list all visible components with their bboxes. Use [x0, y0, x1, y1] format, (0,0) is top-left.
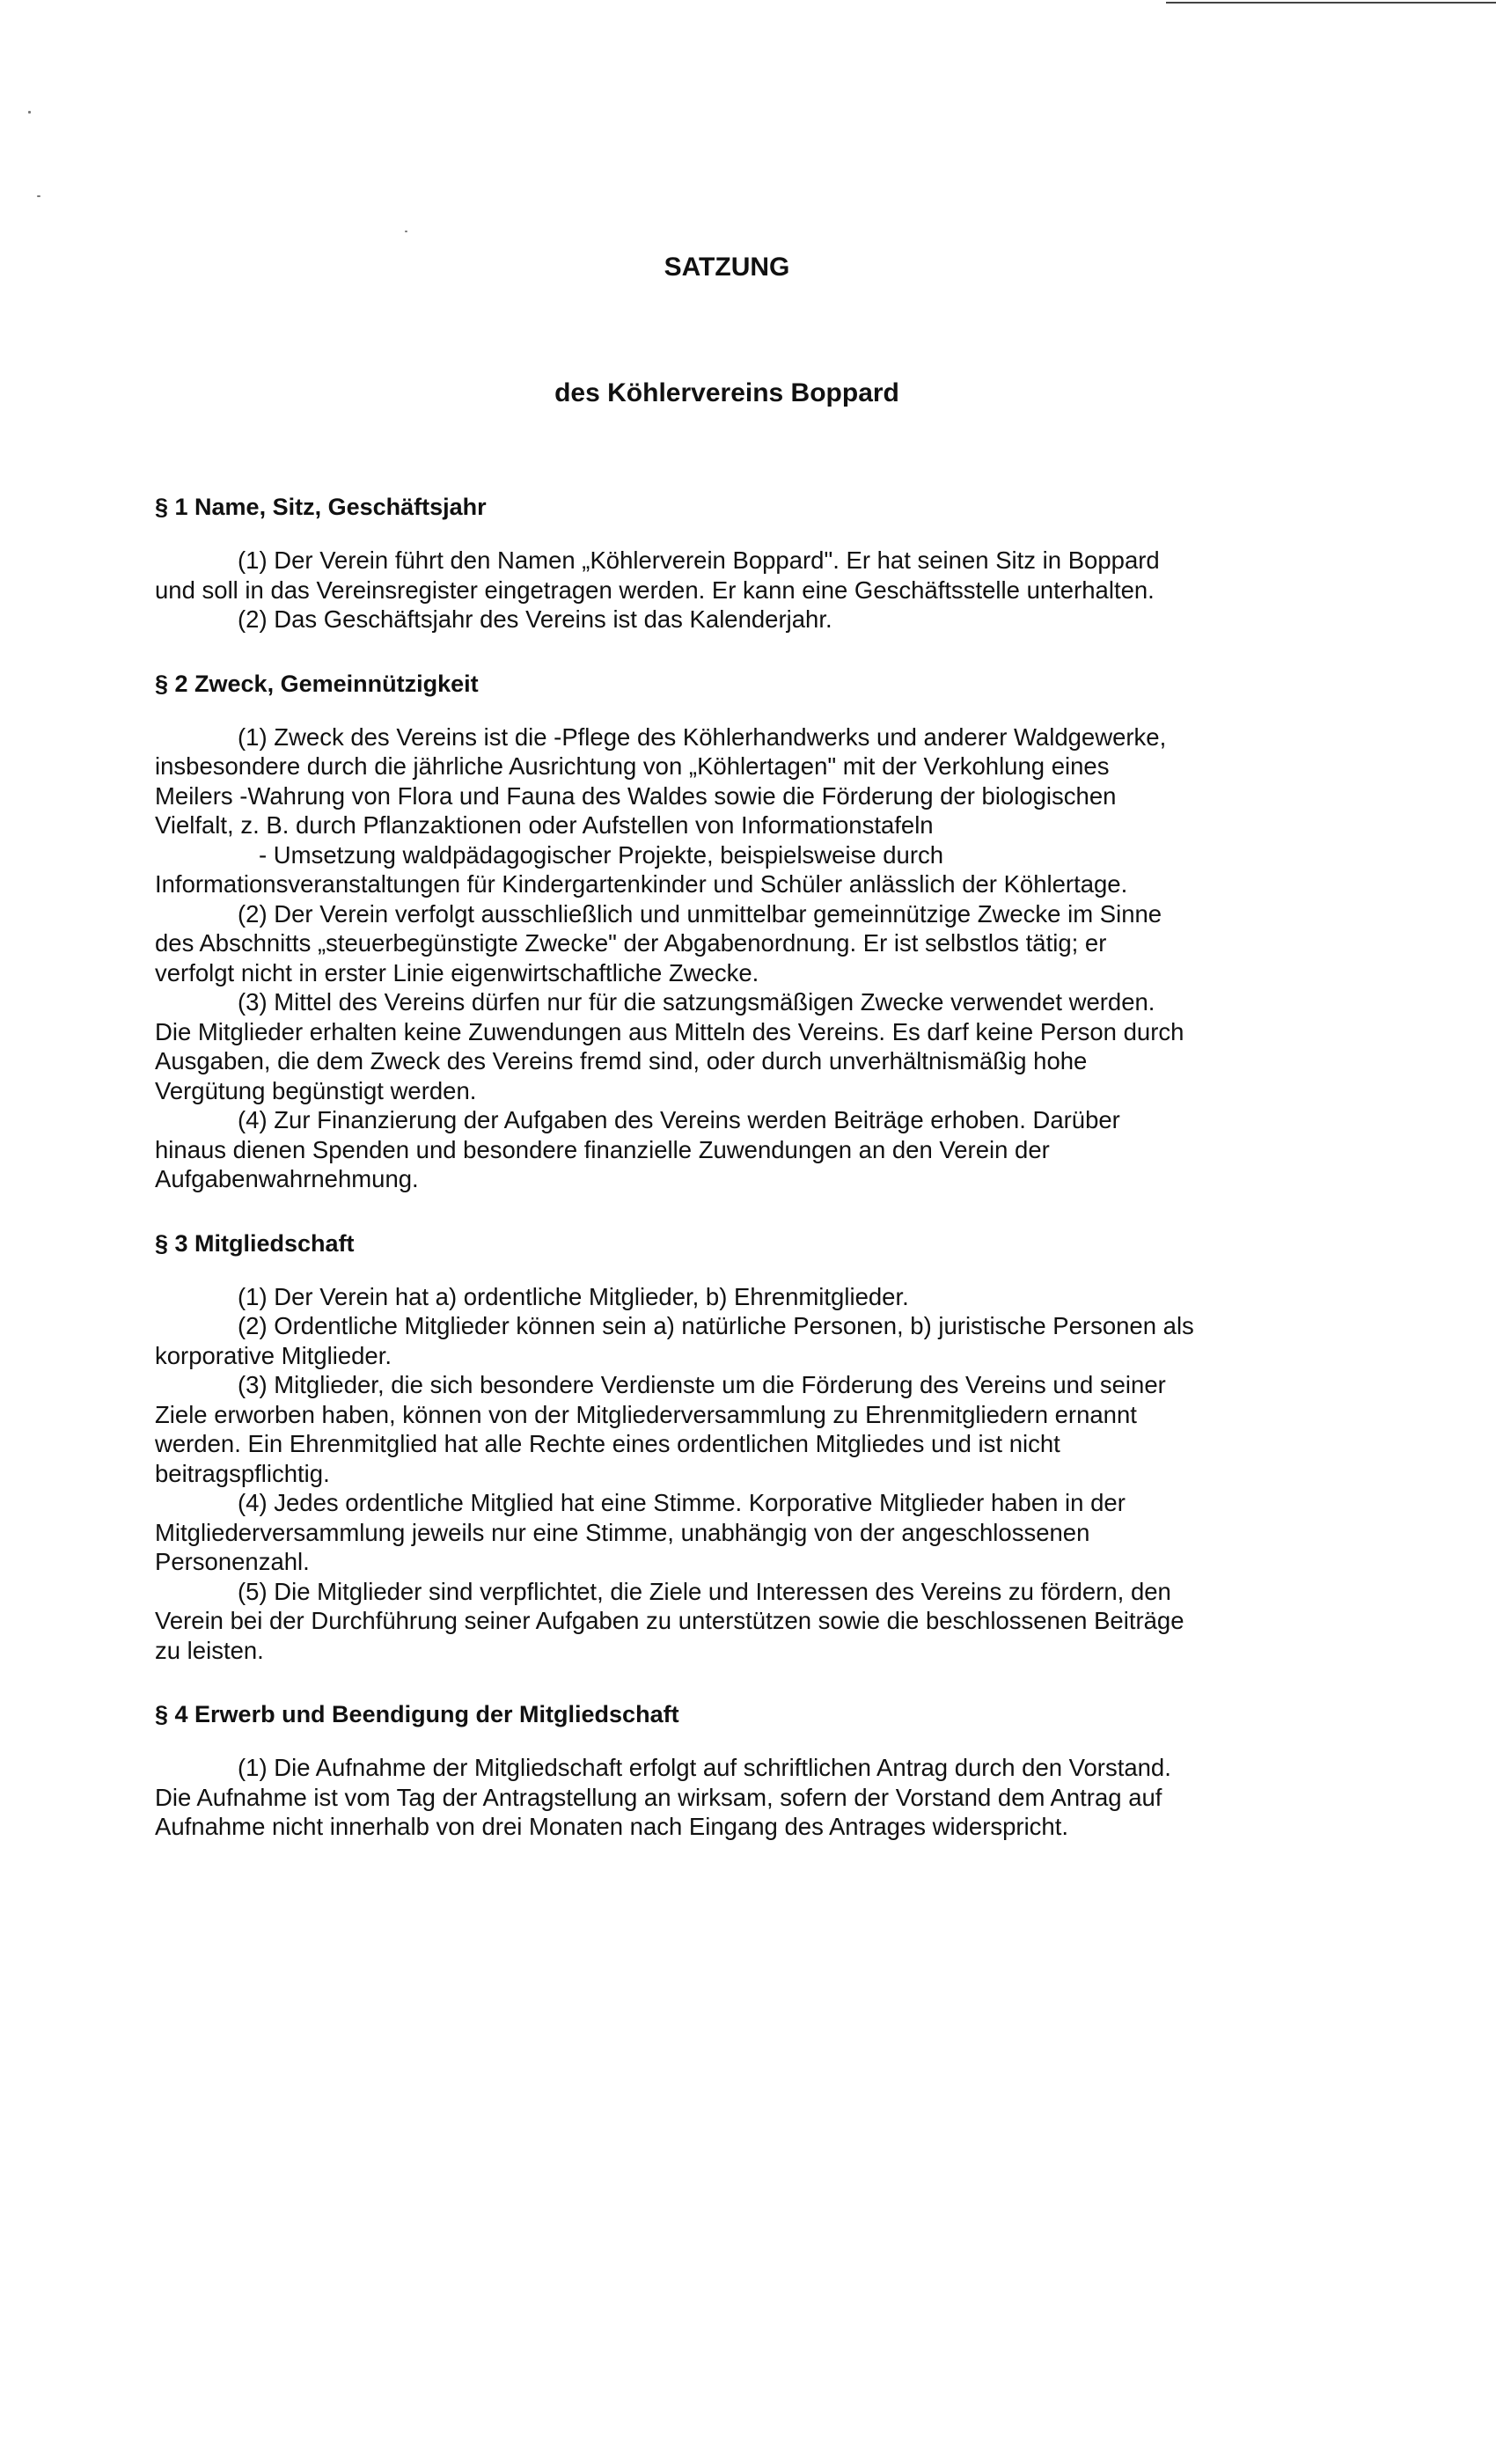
text-line: insbesondere durch die jährliche Ausrichtung von „Köhlertagen" mit der Verkohlung eines: [155, 752, 1110, 780]
text-line: (4) Jedes ordentliche Mitglied hat eine Stimme. Korporative Mitglieder haben in der: [238, 1489, 1126, 1516]
text-line: - Umsetzung waldpädagogischer Projekte, beispielsweise durch: [259, 840, 944, 869]
section-heading: § 3 Mitgliedschaft: [155, 1229, 355, 1257]
text-line: Die Mitglieder erhalten keine Zuwendungen aus Mitteln des Vereins. Es darf keine Person durch: [155, 1017, 1184, 1045]
document-body: [155, 493, 1299, 1842]
text-line: und soll in das Vereinsregister eingetragen werden. Er kann eine Geschäftsstelle unterhalten.: [155, 576, 1155, 604]
text-line: (1) Die Aufnahme der Mitgliedschaft erfolgt auf schriftlichen Antrag durch den Vorstand.: [238, 1754, 1171, 1781]
section-1: [155, 493, 1299, 634]
document-title: SATZUNG: [664, 253, 790, 282]
scan-edge-line: [1166, 2, 1496, 4]
text-line: zu leisten.: [155, 1636, 264, 1664]
scan-speck: [405, 231, 407, 232]
text-line: (2) Der Verein verfolgt ausschließlich und unmittelbar gemeinnützige Zwecke im Sinne: [238, 899, 1162, 928]
text-line: (1) Zweck des Vereins ist die -Pflege des Köhlerhandwerks und anderer Waldgewerke,: [238, 722, 1167, 751]
text-line: (3) Mittel des Vereins dürfen nur für die satzungsmäßigen Zwecke verwendet werden.: [238, 988, 1155, 1016]
text-line: hinaus dienen Spenden und besondere finanzielle Zuwendungen an den Verein der: [155, 1135, 1050, 1163]
text-line: des Abschnitts „steuerbegünstigte Zwecke" der Abgabenordnung. Er ist selbstlos tätig; er: [155, 929, 1107, 957]
paragraph: [155, 1753, 1299, 1842]
text-line: werden. Ein Ehrenmitglied hat alle Rechte eines ordentlichen Mitgliedes und ist nicht: [155, 1430, 1060, 1457]
section-2: [155, 670, 1299, 1194]
text-line: (1) Der Verein führt den Namen „Köhlerverein Boppard". Er hat seinen Sitz in Boppard: [238, 546, 1160, 574]
text-line: (4) Zur Finanzierung der Aufgaben des Vereins werden Beiträge erhoben. Darüber: [238, 1106, 1120, 1133]
text-line: (5) Die Mitglieder sind verpflichtet, die Ziele und Interessen des Vereins zu fördern, den: [238, 1577, 1171, 1605]
text-line: Informationsveranstaltungen für Kindergartenkinder und Schüler anlässlich der Köhlertage.: [155, 870, 1128, 898]
text-line: Meilers -Wahrung von Flora und Fauna des Waldes sowie die Förderung der biologischen: [155, 781, 1117, 810]
text-line: Personenzahl.: [155, 1548, 310, 1575]
paragraph: [155, 546, 1299, 634]
text-line: Aufnahme nicht innerhalb von drei Monaten nach Eingang des Antrages widerspricht.: [155, 1813, 1069, 1840]
text-line: (2) Das Geschäftsjahr des Vereins ist das Kalenderjahr.: [238, 605, 832, 633]
text-line: Mitgliederversammlung jeweils nur eine Stimme, unabhängig von der angeschlossenen: [155, 1518, 1090, 1546]
section-heading: § 1 Name, Sitz, Geschäftsjahr: [155, 494, 487, 520]
text-line: Vielfalt, z. B. durch Pflanzaktionen oder Aufstellen von Informationstafeln: [155, 811, 934, 839]
section-heading: § 4 Erwerb und Beendigung der Mitgliedschaft: [155, 1701, 679, 1727]
text-line: Verein bei der Durchführung seiner Aufgaben zu unterstützen sowie die beschlossenen Beiträge: [155, 1607, 1184, 1634]
text-line: Die Aufnahme ist vom Tag der Antragstellung an wirksam, sofern der Vorstand dem Antrag auf: [155, 1783, 1162, 1811]
text-line: (3) Mitglieder, die sich besondere Verdienste um die Förderung des Vereins und seiner: [238, 1371, 1166, 1398]
paragraph: [155, 1282, 1299, 1666]
text-line: (2) Ordentliche Mitglieder können sein a) natürliche Personen, b) juristische Personen als: [238, 1312, 1194, 1339]
text-line: Vergütung begünstigt werden.: [155, 1076, 477, 1104]
text-line: korporative Mitglieder.: [155, 1341, 392, 1369]
text-line: (1) Der Verein hat a) ordentliche Mitglieder, b) Ehrenmitglieder.: [238, 1282, 909, 1310]
paragraph: [155, 722, 1299, 1194]
scan-speck: [28, 111, 31, 114]
section-heading: § 2 Zweck, Gemeinnützigkeit: [155, 670, 479, 697]
text-line: Aufgabenwahrnehmung.: [155, 1165, 419, 1192]
document-subtitle: des Köhlervereins Boppard: [554, 378, 899, 407]
text-line: beitragspflichtig.: [155, 1459, 330, 1487]
scan-speck: [37, 195, 40, 197]
text-line: verfolgt nicht in erster Linie eigenwirtschaftliche Zwecke.: [155, 958, 759, 986]
text-line: Ausgaben, die dem Zweck des Vereins fremd sind, oder durch unverhältnismäßig hohe: [155, 1047, 1088, 1074]
text-line: Ziele erworben haben, können von der Mitgliederversammlung zu Ehrenmitgliedern ernannt: [155, 1400, 1137, 1428]
section-4: [155, 1700, 1299, 1842]
section-3: [155, 1229, 1299, 1666]
